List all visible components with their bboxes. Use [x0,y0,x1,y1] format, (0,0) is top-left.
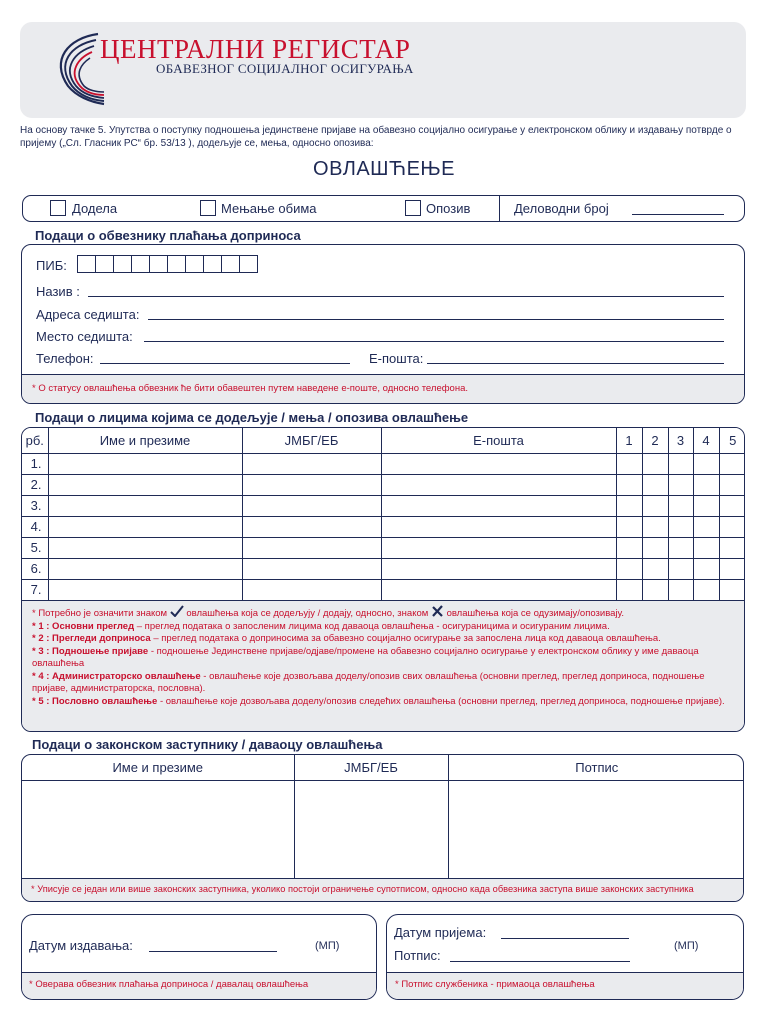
pib-label: ПИБ: [36,258,67,273]
receipt-date-label: Датум пријема: [394,925,487,940]
name-cell[interactable] [48,579,242,600]
row-number: 5. [22,537,48,558]
city-label: Место седишта: [36,329,133,344]
email-cell[interactable] [381,516,616,537]
col-jmbg: JMБГ/ЕБ [242,428,381,453]
col-rep-jmbg: JMБГ/ЕБ [294,755,448,780]
name-cell[interactable] [48,453,242,474]
row-number: 1. [22,453,48,474]
name-cell[interactable] [48,537,242,558]
pib-field[interactable] [77,255,258,273]
receipt-stamp-label: (МП) [674,940,699,952]
issue-box [21,914,377,1000]
permission-cell[interactable] [668,558,693,579]
representative-box [21,754,744,902]
representative-note: * Уписује се један или више законских заступника, уколико постоји ограничење супотписом, односно када обвезника заступа више законских заступника [31,884,694,894]
permission-cell[interactable] [616,537,642,558]
change-scope-label: Мењање обима [221,201,317,216]
row-number: 4. [22,516,48,537]
email-cell[interactable] [381,579,616,600]
receipt-note-band [387,972,743,999]
phone-label: Телефон: [36,351,94,366]
name-cell[interactable] [48,558,242,579]
email-cell[interactable] [381,474,616,495]
table-row [22,579,745,600]
payer-note-band [22,374,744,403]
permission-cell[interactable] [719,537,745,558]
issue-date-field[interactable] [149,951,277,952]
permission-cell[interactable] [719,453,745,474]
jmbg-cell[interactable] [242,516,381,537]
receipt-box [386,914,744,1000]
table-row [22,780,744,878]
pib-cell[interactable] [149,255,168,273]
permission-cell[interactable] [616,579,642,600]
permission-cell[interactable] [668,537,693,558]
jmbg-cell[interactable] [242,579,381,600]
registry-number-label: Деловодни број [514,201,609,216]
pib-cell[interactable] [221,255,240,273]
permission-cell[interactable] [616,495,642,516]
permission-note-2 [32,633,734,646]
city-field[interactable] [144,341,724,342]
logo-subtitle: ОБАВЕЗНОГ СОЦИЈАЛНОГ ОСИГУРАЊА [156,61,414,76]
name-field[interactable] [88,296,724,297]
rep-jmbg-cell[interactable] [294,780,448,878]
permission-cell[interactable] [616,453,642,474]
permission-cell[interactable] [668,495,693,516]
name-label: Назив : [36,284,80,299]
col-full-name: Име и презиме [48,428,242,453]
permission-cell[interactable] [668,474,693,495]
permission-cell[interactable] [642,558,668,579]
revoke-checkbox[interactable] [405,200,421,216]
payer-box [21,244,745,404]
col-email: Е-пошта [381,428,616,453]
persons-table [22,428,745,601]
permission-cell[interactable] [693,495,719,516]
permission-note-2-title: * 2 : Прегледи доприноса [32,633,151,644]
permission-cell[interactable] [719,495,745,516]
permission-note-1 [32,621,734,634]
jmbg-cell[interactable] [242,453,381,474]
permission-cell[interactable] [616,474,642,495]
email-cell[interactable] [381,558,616,579]
issue-note: * Оверава обвезник плаћања доприноса / давалац овлашћења [29,979,309,990]
permission-cell[interactable] [616,516,642,537]
pib-cell[interactable] [77,255,96,273]
permission-cell[interactable] [693,474,719,495]
name-cell[interactable] [48,516,242,537]
permission-note-4-text: - овлашћење које дозвољава доделу/опозив свих овлашћења (основни преглед, преглед доприноса, подношење пријаве, администраторска, пословна). [32,670,705,694]
issue-stamp-label: (МП) [315,940,340,952]
permission-cell[interactable] [642,495,668,516]
assign-label: Додела [72,201,118,216]
permission-cell[interactable] [642,474,668,495]
permission-cell[interactable] [719,579,745,600]
type-row-divider [499,196,500,221]
jmbg-cell[interactable] [242,537,381,558]
persons-notes-band [22,600,744,731]
permission-cell[interactable] [719,558,745,579]
persons-box [21,427,745,732]
permission-cell[interactable] [719,474,745,495]
persons-header-row [22,428,745,453]
permission-cell[interactable] [616,558,642,579]
permission-note-5-text: - овлашћење које дозвољава доделу/опозив следећих овлашћења (основни преглед, преглед доприноса, подношење пријаве). [157,695,725,707]
intro-text: На основу тачке 5. Упутства о поступку подношења јединствене пријаве на обавезно социјално осигурање у електронском облику и издавању потврде о пријему („Сл. Гласник РС“ бр. 53/13 ), додељује се, мења, односно опозива: [20,125,732,149]
permission-note-4 [32,671,734,696]
jmbg-cell[interactable] [242,474,381,495]
pib-cell[interactable] [167,255,186,273]
jmbg-cell[interactable] [242,558,381,579]
receipt-note: * Потпис службеника - примаоца овлашћења [395,979,595,990]
col-permission-4: 4 [693,428,719,453]
payer-section-title: Подаци о обвезнику плаћања доприноса [35,228,301,243]
name-cell[interactable] [48,495,242,516]
permission-cell[interactable] [668,453,693,474]
pib-cell[interactable] [203,255,222,273]
email-label: Е-пошта: [369,351,424,366]
form-title: ОВЛАШЋЕЊЕ [313,158,455,180]
permission-note-5-title: * 5 : Пословно овлашћење [32,695,158,707]
permission-cell[interactable] [719,516,745,537]
jmbg-cell[interactable] [242,495,381,516]
email-cell[interactable] [381,537,616,558]
permission-cell[interactable] [642,579,668,600]
change-scope-checkbox[interactable] [200,200,216,216]
marking-instruction-b: овлашћења која се додељују / додају, односно, знаком [186,608,429,619]
receipt-date-field[interactable] [501,938,629,939]
marking-instruction-c: овлашћења која се одузимају/опозивају. [446,608,624,619]
cross-mark-icon [431,605,444,617]
marking-instruction [32,605,734,621]
representative-table [22,755,744,879]
col-permission-1: 1 [616,428,642,453]
table-row [22,516,745,537]
col-permission-5: 5 [719,428,745,453]
table-row [22,453,745,474]
permission-note-5 [32,696,734,709]
col-rep-full-name: Име и презиме [22,755,294,780]
permission-cell[interactable] [668,579,693,600]
issue-note-band [22,972,376,999]
marking-instruction-a: * Потребно је означити знаком [32,608,168,619]
permission-note-3 [32,646,734,671]
representative-section-title: Подаци о законском заступнику / даваоцу овлашћења [32,737,383,752]
row-number: 7. [22,579,48,600]
receipt-signature-field[interactable] [450,961,630,962]
email-cell[interactable] [381,495,616,516]
persons-section-title: Подаци о лицима којима се додељује / мења / опозива овлашћење [35,410,469,425]
table-row [22,474,745,495]
pib-cell[interactable] [131,255,150,273]
rep-signature-cell[interactable] [448,780,744,878]
col-ordinal: рб. [22,428,48,453]
registry-number-field[interactable] [632,214,724,215]
col-rep-signature: Потпис [448,755,744,780]
rep-name-cell[interactable] [22,780,294,878]
phone-field[interactable] [100,363,350,364]
permission-note-4-title: * 4 : Администраторско овлашћење [32,670,201,682]
pib-cell[interactable] [113,255,132,273]
permission-note-1-text: – преглед података о запосленим лицима код даваоца овлашћења - осигураницима и осигураним лицима. [134,620,610,632]
permission-note-1-title: * 1 : Основни преглед [32,620,135,632]
permission-cell[interactable] [693,558,719,579]
table-row [22,537,745,558]
authorization-type-row [22,195,745,222]
logo-title: ЦЕНТРАЛНИ РЕГИСТАР [100,34,411,64]
assign-checkbox[interactable] [50,200,66,216]
row-number: 3. [22,495,48,516]
permission-note-3-text: - подношење Јединствене пријаве/одјаве/промене на обавезно социјално осигурање у електронском облику у име даваоца овлашћења [32,645,699,669]
permission-cell[interactable] [693,537,719,558]
row-number: 2. [22,474,48,495]
permission-note-3-title: * 3 : Подношење пријаве [32,645,149,657]
permission-note-2-text: – преглед података о доприносима за обавезно социјално осигурање за запослена лица код даваоца овлашћења. [150,633,661,644]
name-cell[interactable] [48,474,242,495]
permission-cell[interactable] [668,516,693,537]
table-row [22,558,745,579]
permission-cell[interactable] [642,516,668,537]
representative-note-band [22,878,743,901]
issue-date-label: Датум издавања: [29,938,133,953]
email-cell[interactable] [381,453,616,474]
address-label: Адреса седишта: [36,307,140,322]
table-row [22,495,745,516]
receipt-signature-label: Потпис: [394,948,441,963]
revoke-label: Опозив [426,201,471,216]
payer-note: * О статусу овлашћења обвезник ће бити обавештен путем наведене е-поште, односно телефона. [32,383,468,394]
permission-cell[interactable] [642,537,668,558]
permission-cell[interactable] [693,579,719,600]
permission-cell[interactable] [642,453,668,474]
pib-cell[interactable] [185,255,204,273]
permission-cell[interactable] [693,516,719,537]
address-field[interactable] [148,319,724,320]
row-number: 6. [22,558,48,579]
pib-cell[interactable] [95,255,114,273]
check-mark-icon [170,605,184,617]
col-permission-2: 2 [642,428,668,453]
permission-cell[interactable] [693,453,719,474]
pib-cell[interactable] [239,255,258,273]
representative-header-row [22,755,744,780]
email-field[interactable] [427,363,724,364]
col-permission-3: 3 [668,428,693,453]
